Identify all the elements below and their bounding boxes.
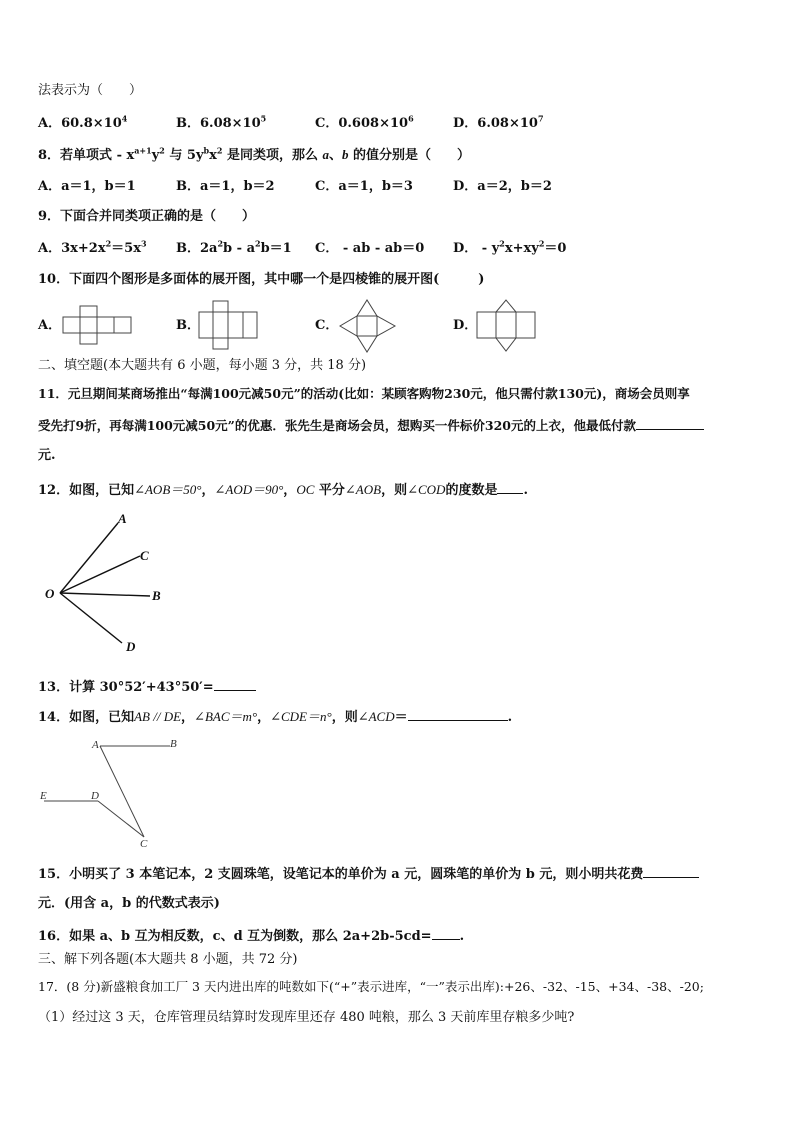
section-3-heading: 三、解下列各题(本大题共 8 小题，共 72 分) — [38, 952, 298, 967]
q14-label-d: D — [91, 790, 99, 802]
q9-option-d: D． - $y^2x+xy^2=0$ — [453, 238, 567, 256]
q10-label-c: C． — [315, 318, 339, 333]
q15-line-1: 15．小明买了 3 本笔记本，2 支圆珠笔，设笔记本的单价为 a 元，圆珠笔的单价为 b 元，则小明共花费 — [38, 864, 699, 884]
q12-label-d: D — [126, 639, 136, 654]
q13-answer-blank[interactable] — [214, 677, 256, 691]
q7-option-b: B．$6.08\times 10^5$ — [176, 113, 267, 131]
q17-line-1: 17．(8 分)新盛粮食加工厂 3 天内进出库的吨数如下(“+”表示进库，“一”表示出库):+26、-32、-15、+34、-38、-20; — [38, 979, 704, 994]
q10-label-d: D． — [453, 318, 478, 333]
q14-label-a: A — [92, 739, 99, 751]
q9-option-b: B．$2a^2b - a^2b=1$ — [176, 238, 292, 256]
q9-option-c: C． - ab - ab＝0 — [315, 241, 425, 256]
q13-stem: 13．计算 30°52′+43°50′= — [38, 677, 256, 697]
section-2-heading: 二、填空题(本大题共有 6 小题，每小题 3 分，共 18 分) — [38, 358, 367, 373]
q10-label-b: B． — [176, 318, 200, 333]
net-c-pyramid — [339, 299, 397, 353]
q10-label-a: A． — [38, 318, 62, 333]
q17-line-2: （1）经过这 3 天，仓库管理员结算时发现库里还存 480 吨粮，那么 3 天前库里存粮多少吨? — [38, 1010, 575, 1025]
net-d-triangular-prism — [476, 299, 538, 353]
q7-stem-tail: 法表示为（ ） — [38, 83, 143, 98]
net-b-prism — [198, 300, 260, 350]
q10-stem: 10．下面四个图形是多面体的展开图，其中哪一个是四棱锥的展开图( ) — [38, 272, 485, 287]
q7-option-c: C．$0.608\times 10^6$ — [315, 113, 414, 131]
q12-label-b: B — [152, 588, 161, 603]
q14-label-b: B — [170, 738, 177, 750]
q15-line-2: 元．(用含 a，b 的代数式表示) — [38, 896, 220, 911]
q12-stem: 12．如图，已知∠AOB＝50°，∠AOD＝90°，OC 平分∠AOB，则∠COD的度数是 . — [38, 482, 528, 498]
q8-option-a: A．a＝1，b＝1 — [38, 179, 136, 194]
q16-stem: 16．如果 a、b 互为相反数，c、d 互为倒数，那么 2a+2b-5cd= . — [38, 926, 464, 946]
q12-label-a: A — [118, 511, 127, 526]
q15-answer-blank[interactable] — [643, 864, 699, 878]
q9-option-a: A．$3x+2x^2=5x^3$ — [38, 238, 147, 256]
q7-option-d: D．$6.08\times 10^7$ — [453, 113, 544, 131]
q8-option-b: B．a＝1，b＝2 — [176, 179, 275, 194]
q11-answer-blank[interactable] — [636, 416, 704, 430]
q12-label-o: O — [45, 586, 55, 601]
q16-answer-blank[interactable] — [432, 926, 460, 940]
q11-line-3: 元. — [38, 448, 56, 463]
q14-label-c: C — [140, 838, 148, 850]
q14-label-e: E — [40, 790, 47, 802]
q12-label-c: C — [140, 548, 149, 563]
q11-line-1: 11．元旦期间某商场推出“每满100元减50元”的活动(比如：某顾客购物230元，他只需付款130元)，商场会员则享 — [38, 386, 690, 401]
q11-line-2: 受先打9折，再每满100元减50元”的优惠．张先生是商场会员，想购买一件标价320元的上衣，他最低付款 — [38, 416, 704, 435]
q7-option-a: A．$60.8\times 10^4$ — [38, 113, 128, 131]
q9-stem: 9．下面合并同类项正确的是（ ） — [38, 209, 256, 224]
q12-angle-figure — [40, 508, 170, 658]
q14-parallel-figure — [36, 735, 186, 850]
q12-answer-blank[interactable] — [497, 480, 523, 494]
net-a-cube — [62, 305, 134, 345]
q8-option-d: D．a＝2，b＝2 — [453, 179, 552, 194]
q8-option-c: C．a＝1，b＝3 — [315, 179, 413, 194]
q14-answer-blank[interactable] — [408, 707, 508, 721]
q14-stem: 14．如图，已知AB // DE，∠BAC＝m°，∠CDE＝n°，则∠ACD＝ . — [38, 709, 513, 725]
q8-stem: 8．若单项式 - $x^{a+1}y^2$ 与 $5y^bx^2$ 是同类项，那么 a、b 的值分别是（ ） — [38, 145, 471, 163]
